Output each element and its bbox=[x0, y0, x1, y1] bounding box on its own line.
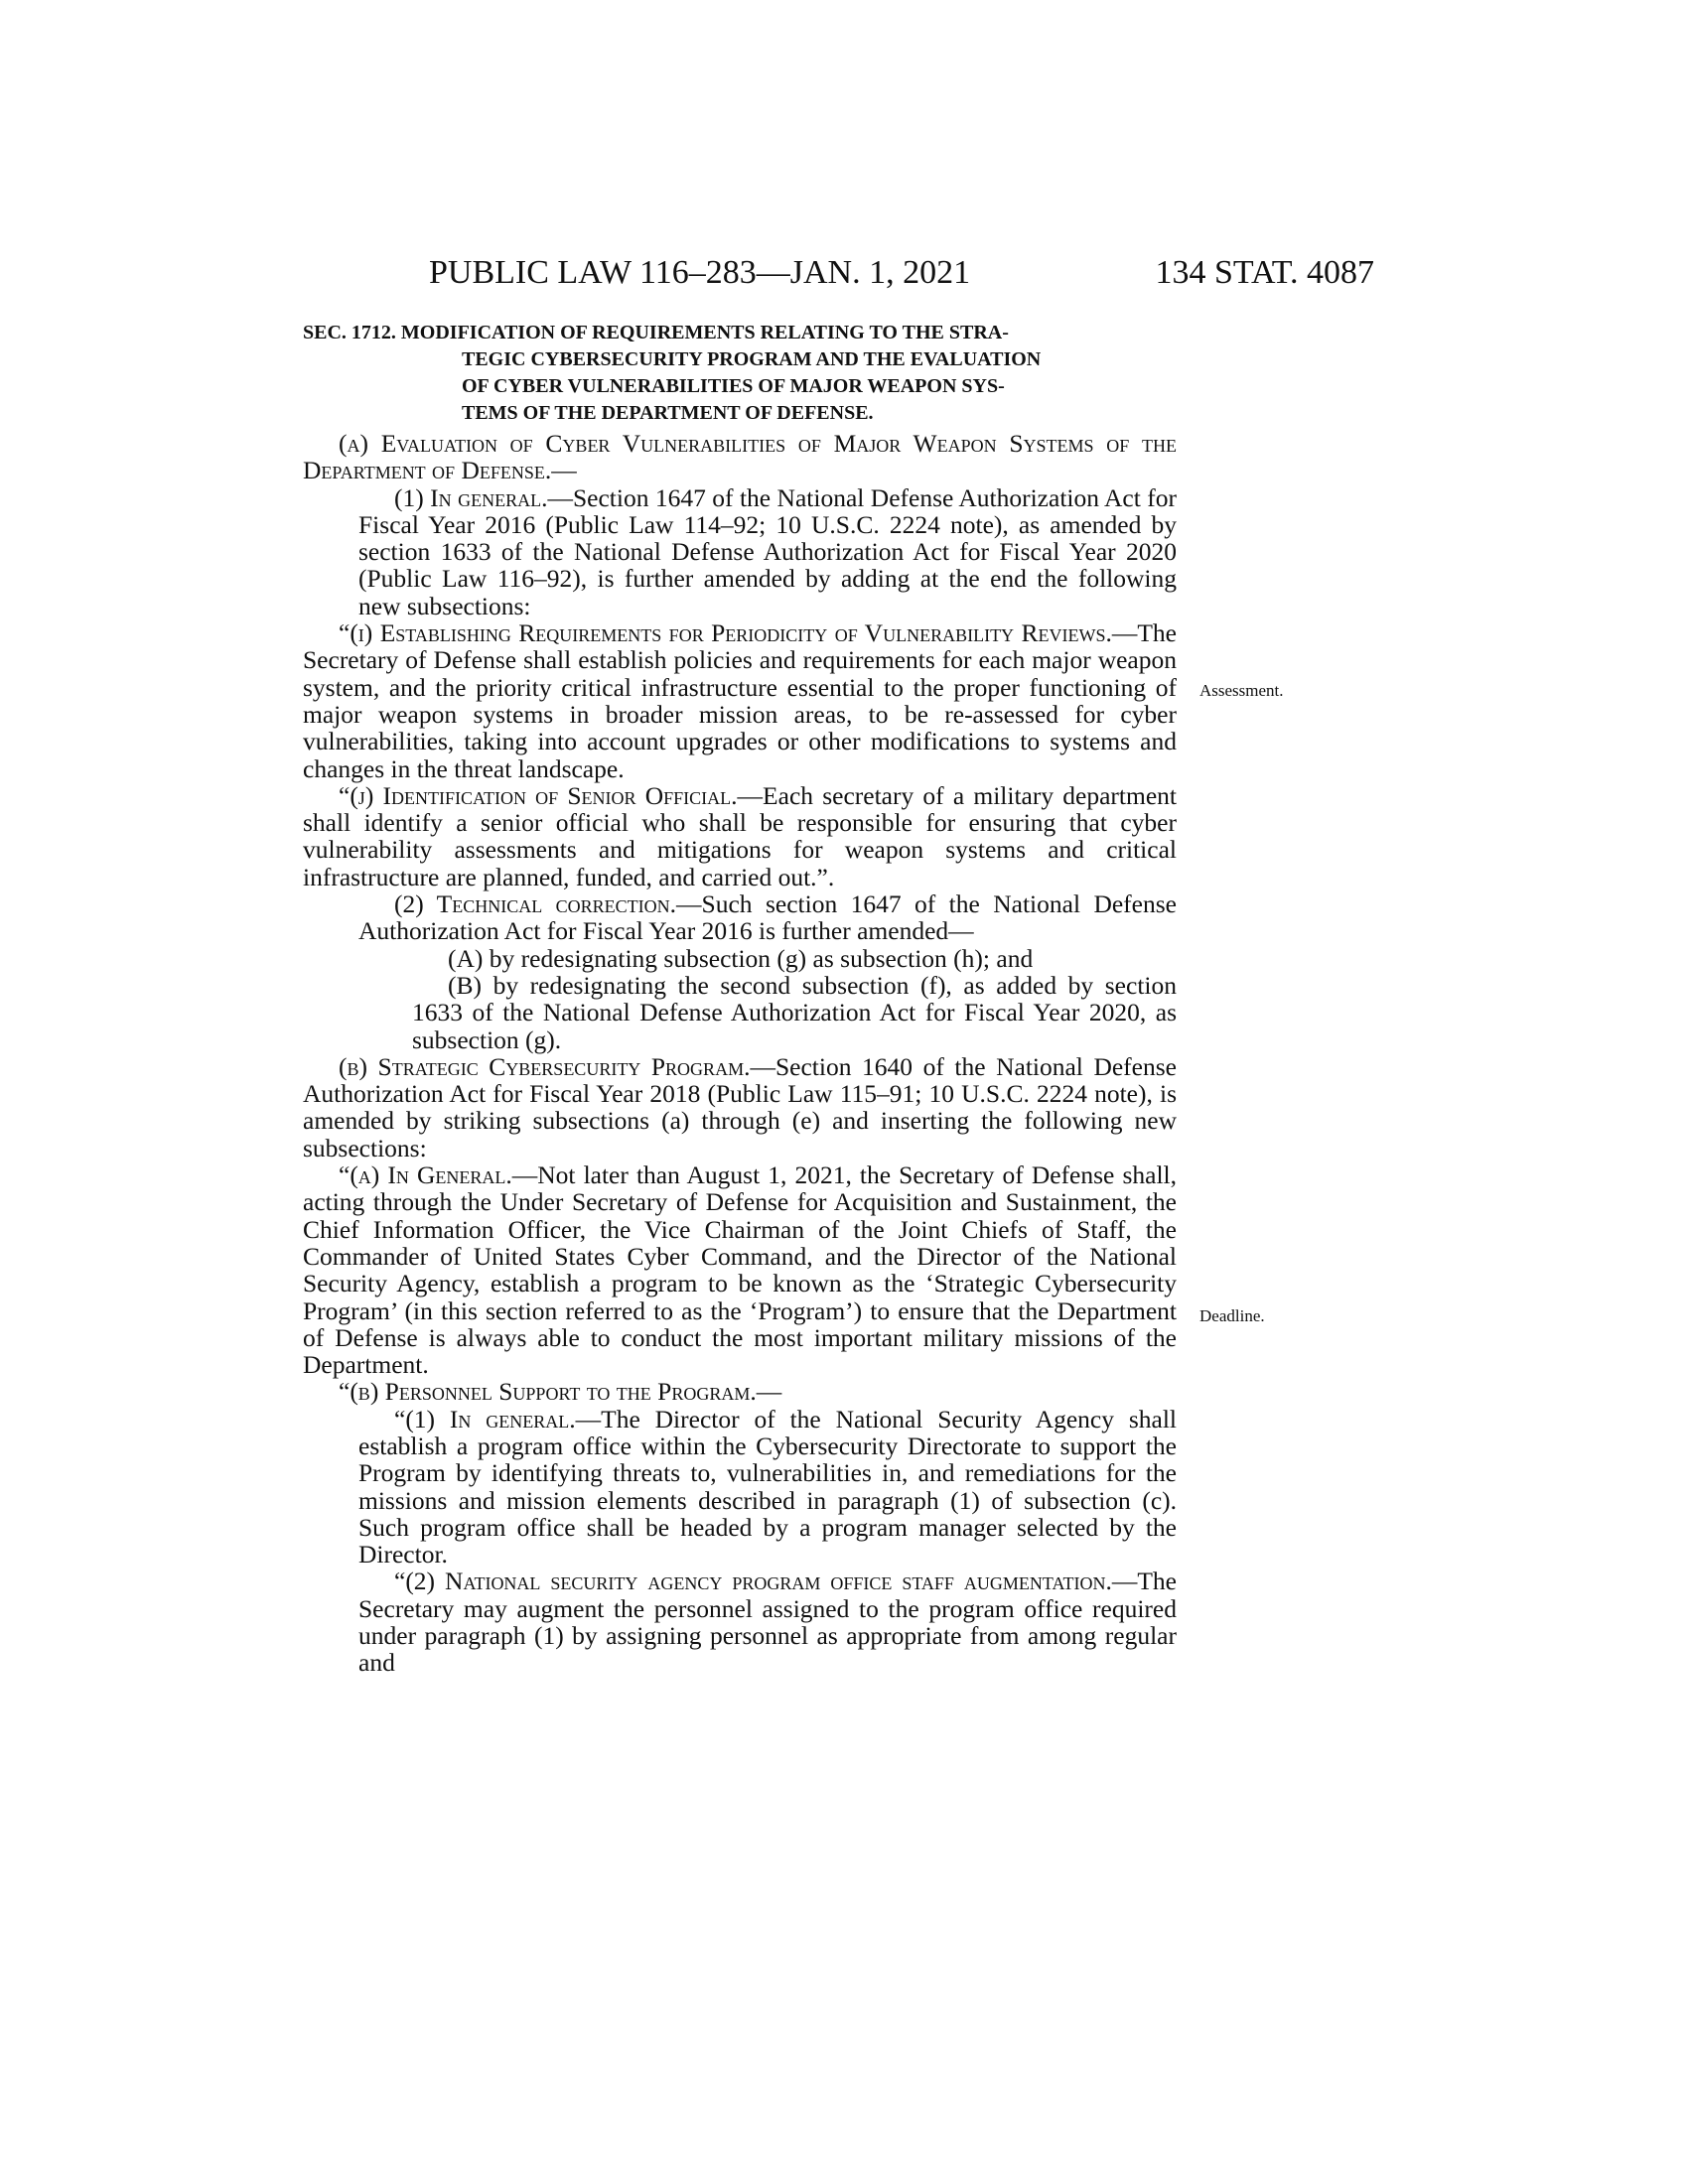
quoted-paragraph-b-2-text: The Secretary may augment the personnel assigned to the program office required under paragraph (1) by assigning personnel as appropriate from among regular and bbox=[358, 1567, 1177, 1678]
paragraph-a-1-caption: (1) In general.— bbox=[394, 482, 573, 512]
paragraph-b bbox=[303, 1053, 1177, 1161]
section-heading-line: TEGIC CYBERSECURITY PROGRAM AND THE EVALUATION bbox=[462, 348, 1042, 370]
paragraph-a-1 bbox=[303, 484, 1177, 619]
margin-note-deadline: Deadline. bbox=[1199, 1306, 1265, 1325]
paragraph-b-text: Section 1640 of the National Defense Authorization Act for Fiscal Year 2018 (Public Law 115–91; 10 U.S.C. 2224 note), is amended by striking subsections (a) through (e) and inserting the following new subsections: bbox=[303, 1051, 1177, 1162]
quoted-subsection-j-caption: “(j) Identification of Senior Official.— bbox=[339, 780, 764, 810]
quoted-subsection-j-text: Each secretary of a military department shall identify a senior official who shall be responsible for ensuring that cyber vulnerability assessments and mitigations for weapon systems and critical infrastructure are planned, funded, and carried out.”. bbox=[303, 780, 1177, 891]
running-header bbox=[429, 251, 1374, 295]
quoted-subsection-a bbox=[303, 1161, 1177, 1378]
quoted-subsection-i-text: The Secretary of Defense shall establish policies and requirements for each major weapon system, and the priority critical infrastructure essential to the proper functioning of major weapon systems in broader mission areas, to be re-assessed for cyber vulnerabilities, taking into account upgrades or other modifications to systems and changes in the threat landscape. bbox=[303, 618, 1177, 783]
paragraph-a bbox=[303, 430, 1177, 484]
quoted-subsection-b bbox=[303, 1378, 1177, 1405]
paragraph-a-caption: (a) Evaluation of Cyber Vulnerabilities of Major Weapon Systems of the Department of Defense.— bbox=[303, 429, 1177, 485]
quoted-paragraph-b-2-caption: “(2) National security agency program office staff augmentation.— bbox=[394, 1567, 1138, 1596]
subparagraph-a-2-B-text: (B) by redesignating the second subsection (f), as added by section 1633 of the National Defense Authorization Act for Fiscal Year 2020, as subsection (g). bbox=[412, 970, 1177, 1054]
section-heading-line: SEC. 1712. MODIFICATION OF REQUIREMENTS RELATING TO THE STRA- bbox=[303, 322, 1009, 343]
paragraph-a-2 bbox=[303, 890, 1177, 945]
margin-note-assessment: Assessment. bbox=[1199, 681, 1284, 700]
subparagraph-a-2-A-text: (A) by redesignating subsection (g) as subsection (h); and bbox=[448, 943, 1034, 973]
quoted-subsection-i-caption: “(i) Establishing Requirements for Periodicity of Vulnerability Reviews.— bbox=[339, 618, 1138, 648]
paragraph-b-caption: (b) Strategic Cybersecurity Program.— bbox=[339, 1051, 775, 1081]
quoted-paragraph-b-1 bbox=[303, 1406, 1177, 1569]
quoted-paragraph-b-1-text: The Director of the National Security Agency shall establish a program office within the Cybersecurity Directorate to support the Program by identifying threats to, vulnerabilities in, and remediations for the missions and mission elements described in paragraph (1) of subsection (c). Such program office shall be headed by a program manager selected by the Director. bbox=[358, 1404, 1178, 1570]
running-header-title: PUBLIC LAW 116–283—JAN. 1, 2021 bbox=[429, 254, 971, 291]
section-heading bbox=[303, 320, 1177, 427]
quoted-subsection-a-text: Not later than August 1, 2021, the Secretary of Defense shall, acting through the Under Secretary of Defense for Acquisition and Sustainment, the Chief Information Officer, the Vice Chairman of the Joint Chiefs of Staff, the Commander of United States Cyber Command, and the Director of the National Security Agency, establish a program to be known as the ‘Strategic Cybersecurity Program’ (in this section referred to as the ‘Program’) to ensure that the Department of Defense is always able to conduct the most important military missions of the Department. bbox=[303, 1160, 1177, 1380]
statute-page-number: 134 STAT. 4087 bbox=[1155, 254, 1374, 291]
quoted-subsection-j bbox=[303, 782, 1177, 890]
quoted-paragraph-b-2 bbox=[303, 1568, 1177, 1676]
quoted-subsection-i bbox=[303, 619, 1177, 782]
document-body bbox=[303, 430, 1177, 1677]
quoted-subsection-b-caption: “(b) Personnel Support to the Program.— bbox=[339, 1377, 782, 1407]
paragraph-a-2-text: Such section 1647 of the National Defense Authorization Act for Fiscal Year 2016 is further amended— bbox=[358, 889, 1177, 946]
quoted-paragraph-b-1-caption: “(1) In general.— bbox=[394, 1404, 602, 1433]
section-heading-line: TEMS OF THE DEPARTMENT OF DEFENSE. bbox=[462, 402, 874, 424]
subparagraph-a-2-A bbox=[303, 945, 1177, 972]
paragraph-a-1-text: Section 1647 of the National Defense Authorization Act for Fiscal Year 2016 (Public Law 114–92; 10 U.S.C. 2224 note), as amended by section 1633 of the National Defense Authorization Act for Fiscal Year 2020 (Public Law 116–92), is further amended by adding at the end the following new subsections: bbox=[358, 482, 1177, 620]
paragraph-a-2-caption: (2) Technical correction.— bbox=[394, 889, 702, 919]
quoted-subsection-a-caption: “(a) In General.— bbox=[339, 1160, 538, 1190]
subparagraph-a-2-B bbox=[303, 972, 1177, 1053]
section-heading-line: OF CYBER VULNERABILITIES OF MAJOR WEAPON SYS- bbox=[462, 375, 1005, 397]
